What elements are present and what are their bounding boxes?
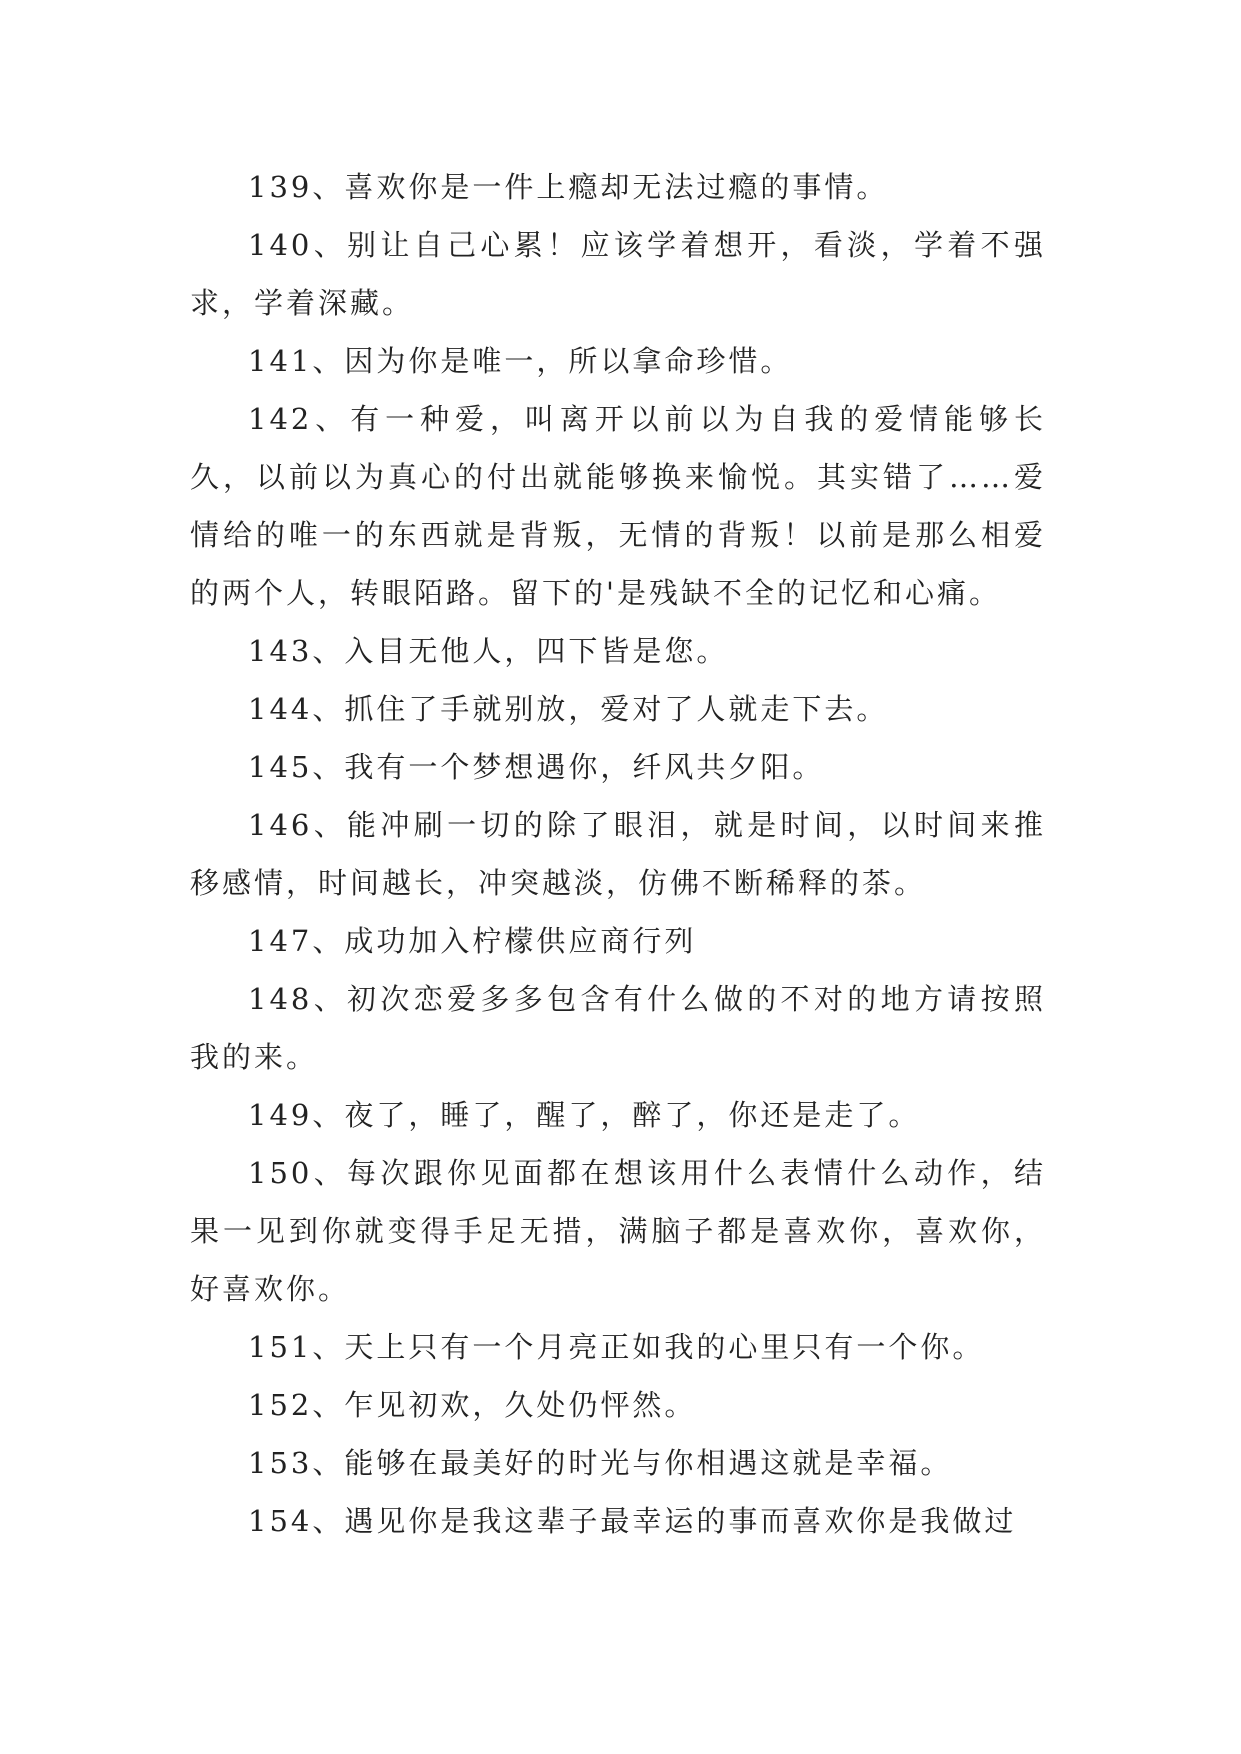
paragraph-154: 154、遇见你是我这辈子最幸运的事而喜欢你是我做过: [248, 1504, 1017, 1538]
paragraph-146: 146、能冲刷一切的除了眼泪，就是时间，以时间来推移感情，时间越长，冲突越淡，仿佛不断稀释的茶。: [190, 808, 1046, 900]
paragraph-147: 147、成功加入柠檬供应商行列: [248, 924, 697, 958]
paragraph-145: 145、我有一个梦想遇你，纤风共夕阳。: [248, 750, 825, 784]
paragraph-143: 143、入目无他人，四下皆是您。: [248, 634, 729, 668]
paragraph-149: 149、夜了，睡了，醒了，醉了，你还是走了。: [248, 1098, 921, 1132]
document-body: [190, 158, 1046, 1550]
paragraph-152: 152、乍见初欢，久处仍怦然。: [248, 1388, 697, 1422]
paragraph-142: 142、有一种爱，叫离开以前以为自我的爱情能够长久，以前以为真心的付出就能够换来愉悦。其实错了……爱情给的唯一的东西就是背叛，无情的背叛！以前是那么相爱的两个人，转眼陌路。留下的'是残缺不全的记忆和心痛。: [190, 402, 1046, 610]
paragraph-148: 148、初次恋爱多多包含有什么做的不对的地方请按照我的来。: [190, 982, 1046, 1074]
paragraph-153: 153、能够在最美好的时光与你相遇这就是幸福。: [248, 1446, 953, 1480]
paragraph-151: 151、天上只有一个月亮正如我的心里只有一个你。: [248, 1330, 985, 1364]
paragraph-141: 141、因为你是唯一，所以拿命珍惜。: [248, 344, 793, 378]
paragraph-140: 140、别让自己心累！应该学着想开，看淡，学着不强求，学着深藏。: [190, 228, 1046, 320]
paragraph-139: 139、喜欢你是一件上瘾却无法过瘾的事情。: [248, 170, 889, 204]
paragraph-150: 150、每次跟你见面都在想该用什么表情什么动作，结果一见到你就变得手足无措，满脑子都是喜欢你，喜欢你，好喜欢你。: [190, 1156, 1046, 1306]
paragraph-144: 144、抓住了手就别放，爱对了人就走下去。: [248, 692, 889, 726]
